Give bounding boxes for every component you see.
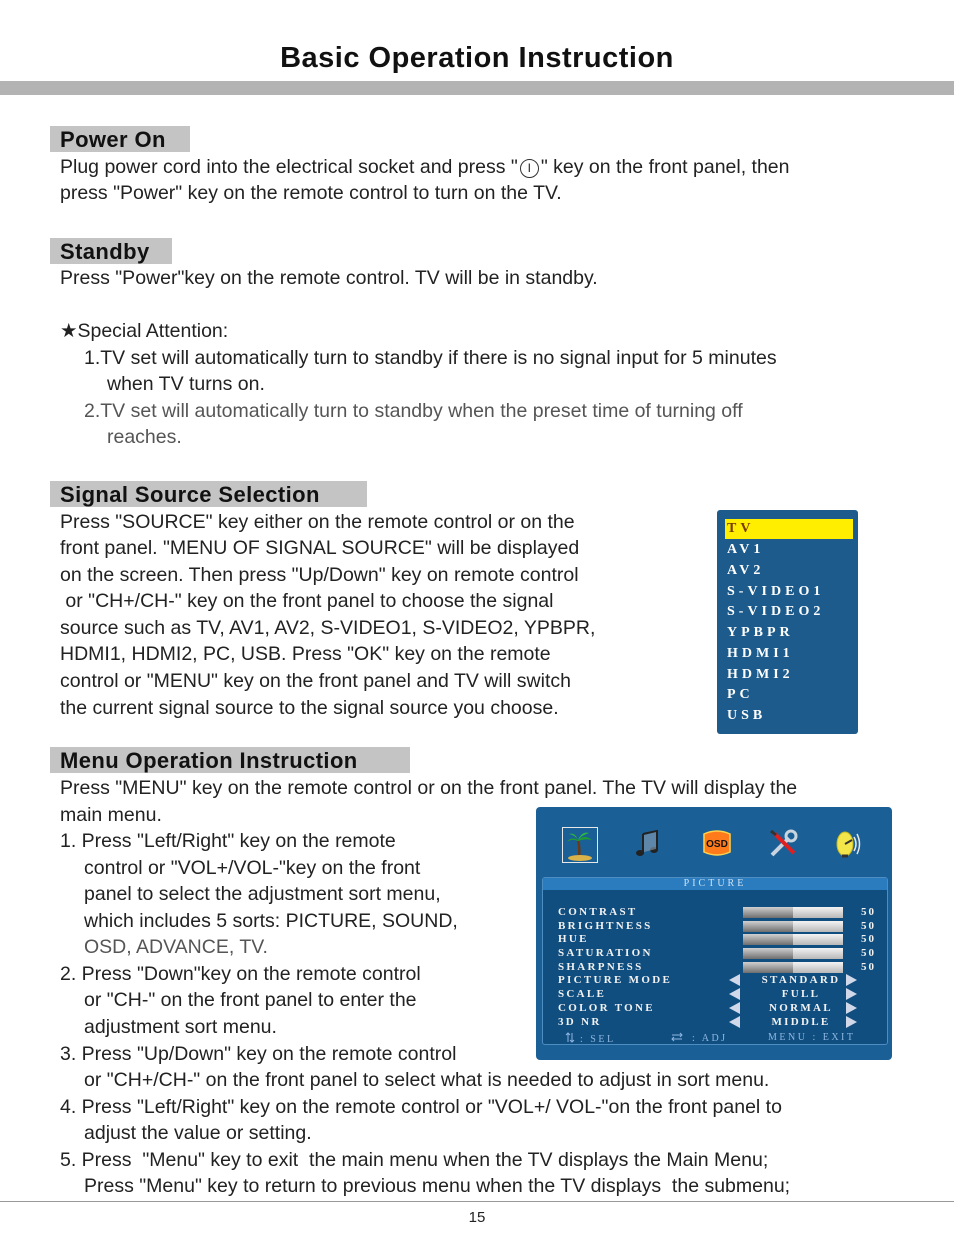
special-attention — [60, 318, 228, 345]
signal-source-heading: Signal Source Selection — [50, 481, 367, 507]
picture-mode-left-arrow-icon[interactable] — [729, 974, 740, 986]
menu-line-9: or "CH-" on the front panel to enter the — [84, 989, 417, 1011]
hue-slider[interactable] — [743, 934, 843, 945]
menu-line-16: Press "Menu" key to return to previous menu when the TV displays the submenu; — [84, 1175, 791, 1197]
signal-source-menu — [717, 510, 858, 734]
source-item-ypbpr[interactable]: YPBPR — [727, 625, 794, 640]
source-item-hdmi2[interactable]: HDMI2 — [727, 667, 794, 682]
contrast-value: 50 — [861, 906, 876, 918]
power-on-heading: Power On — [50, 126, 190, 152]
menu-line-11: 3. Press "Up/Down" key on the remote control — [60, 1043, 457, 1065]
attention-item-2b: reaches. — [107, 426, 182, 448]
power-on-text-b: " key on the front panel, then — [540, 156, 790, 178]
sharpness-label: SHARPNESS — [558, 961, 644, 973]
menu-line-4: control or "VOL+/VOL-"key on the front — [84, 857, 421, 879]
source-line-7: control or "MENU" key on the front panel and TV will switch — [60, 670, 571, 692]
3d-nr-label: 3D NR — [558, 1016, 602, 1028]
power-icon: I — [520, 159, 539, 178]
star-icon: ★ — [60, 320, 78, 342]
color-tone-label: COLOR TONE — [558, 1002, 655, 1014]
standby-line-1: Press "Power"key on the remote control. TV will be in standby. — [60, 267, 598, 289]
source-line-2: front panel. "MENU OF SIGNAL SOURCE" will be displayed — [60, 537, 580, 559]
page-title: Basic Operation Instruction — [280, 42, 674, 74]
menu-line-10: adjustment sort menu. — [84, 1016, 277, 1038]
source-item-tv[interactable]: TV — [725, 519, 853, 539]
scale-label: SCALE — [558, 988, 607, 1000]
power-on-line-2: press "Power" key on the remote control to turn on the TV. — [60, 182, 562, 204]
header-bar — [0, 81, 954, 95]
source-item-av2[interactable]: AV2 — [727, 563, 765, 578]
attention-item-1b: when TV turns on. — [107, 373, 265, 395]
source-line-8: the current signal source to the signal source you choose. — [60, 697, 559, 719]
menu-line-14: adjust the value or setting. — [84, 1122, 312, 1144]
power-on-line-1 — [60, 154, 790, 181]
source-item-av1[interactable]: AV1 — [727, 542, 765, 557]
footer-adj — [671, 1032, 728, 1044]
contrast-slider[interactable] — [743, 907, 843, 918]
source-line-1: Press "SOURCE" key either on the remote control or on the — [60, 511, 575, 533]
tools-icon[interactable] — [767, 828, 799, 860]
saturation-slider[interactable] — [743, 948, 843, 959]
source-item-hdmi1[interactable]: HDMI1 — [727, 646, 794, 661]
source-line-4: or "CH+/CH-" key on the front panel to choose the signal — [60, 590, 554, 612]
brightness-label: BRIGHTNESS — [558, 920, 653, 932]
menu-line-8: 2. Press "Down"key on the remote control — [60, 963, 421, 985]
scale-value: FULL — [781, 988, 821, 1000]
saturation-value: 50 — [861, 947, 876, 959]
picture-panel — [542, 877, 888, 1045]
menu-line-5: panel to select the adjustment sort menu, — [84, 883, 441, 905]
osd-icon[interactable] — [701, 828, 733, 860]
special-attention-label: Special Attention: — [77, 320, 229, 342]
brightness-slider[interactable] — [743, 921, 843, 932]
brightness-value: 50 — [861, 920, 876, 932]
left-right-arrow-icon — [671, 1032, 683, 1042]
color-tone-right-arrow-icon[interactable] — [846, 1002, 857, 1014]
scale-left-arrow-icon[interactable] — [729, 988, 740, 1000]
menu-line-12: or "CH+/CH-" on the front panel to select what is needed to adjust in sort menu. — [84, 1069, 770, 1091]
footer-adj-text: : ADJ — [692, 1033, 728, 1044]
3d-nr-left-arrow-icon[interactable] — [729, 1016, 740, 1028]
hue-value: 50 — [861, 933, 876, 945]
menu-line-6: which includes 5 sorts: PICTURE, SOUND, — [84, 910, 458, 932]
scale-right-arrow-icon[interactable] — [846, 988, 857, 1000]
attention-item-1a: 1.TV set will automatically turn to standby if there is no signal input for 5 minutes — [84, 347, 777, 369]
menu-line-13: 4. Press "Left/Right" key on the remote control or "VOL+/ VOL-"on the front panel to — [60, 1096, 782, 1118]
source-item-pc[interactable]: PC — [727, 687, 754, 702]
3d-nr-value: MIDDLE — [771, 1016, 831, 1028]
sharpness-value: 50 — [861, 961, 876, 973]
menu-line-3: 1. Press "Left/Right" key on the remote — [60, 830, 396, 852]
up-down-arrow-icon — [565, 1032, 575, 1043]
music-note-icon[interactable] — [633, 828, 665, 860]
source-item-svideo1[interactable]: S-VIDEO1 — [727, 584, 825, 599]
hue-label: HUE — [558, 933, 589, 945]
picture-mode-right-arrow-icon[interactable] — [846, 974, 857, 986]
color-tone-left-arrow-icon[interactable] — [729, 1002, 740, 1014]
contrast-label: CONTRAST — [558, 906, 638, 918]
sharpness-slider[interactable] — [743, 962, 843, 973]
menu-line-7: OSD, ADVANCE, TV. — [84, 936, 268, 958]
attention-item-2a: 2.TV set will automatically turn to standby when the preset time of turning off — [84, 400, 743, 422]
menu-line-1: Press "MENU" key on the remote control or on the front panel. The TV will display the — [60, 777, 798, 799]
standby-heading: Standby — [50, 238, 172, 264]
source-item-svideo2[interactable]: S-VIDEO2 — [727, 604, 825, 619]
3d-nr-right-arrow-icon[interactable] — [846, 1016, 857, 1028]
footer-sel — [565, 1032, 616, 1044]
page-number: 15 — [468, 1209, 486, 1226]
sharpness-slider-fill — [743, 962, 793, 973]
menu-line-2: main menu. — [60, 804, 162, 826]
brightness-slider-fill — [743, 921, 793, 932]
picture-mode-value: STANDARD — [761, 974, 841, 986]
satellite-dish-icon[interactable] — [832, 828, 864, 860]
menu-operation-heading: Menu Operation Instruction — [50, 747, 410, 773]
osd-main-menu — [536, 807, 892, 1060]
hue-slider-fill — [743, 934, 793, 945]
saturation-slider-fill — [743, 948, 793, 959]
footer-sel-text: : SEL — [580, 1034, 616, 1045]
palm-tree-icon[interactable] — [562, 827, 598, 863]
contrast-slider-fill — [743, 907, 793, 918]
menu-line-15: 5. Press "Menu" key to exit the main menu when the TV displays the Main Menu; — [60, 1149, 769, 1171]
source-line-6: HDMI1, HDMI2, PC, USB. Press "OK" key on the remote — [60, 643, 551, 665]
source-line-5: source such as TV, AV1, AV2, S-VIDEO1, S-VIDEO2, YPBPR, — [60, 617, 596, 639]
source-item-usb[interactable]: USB — [727, 708, 767, 723]
power-on-text-a: Plug power cord into the electrical socket and press " — [60, 156, 518, 178]
picture-mode-label: PICTURE MODE — [558, 974, 673, 986]
footer-exit: MENU : EXIT — [768, 1032, 856, 1043]
osd-icon-text: OSD — [706, 839, 728, 850]
color-tone-value: NORMAL — [769, 1002, 833, 1014]
picture-panel-title: PICTURE — [543, 878, 887, 890]
footer-line — [0, 1201, 954, 1202]
source-line-3: on the screen. Then press "Up/Down" key on remote control — [60, 564, 579, 586]
saturation-label: SATURATION — [558, 947, 653, 959]
